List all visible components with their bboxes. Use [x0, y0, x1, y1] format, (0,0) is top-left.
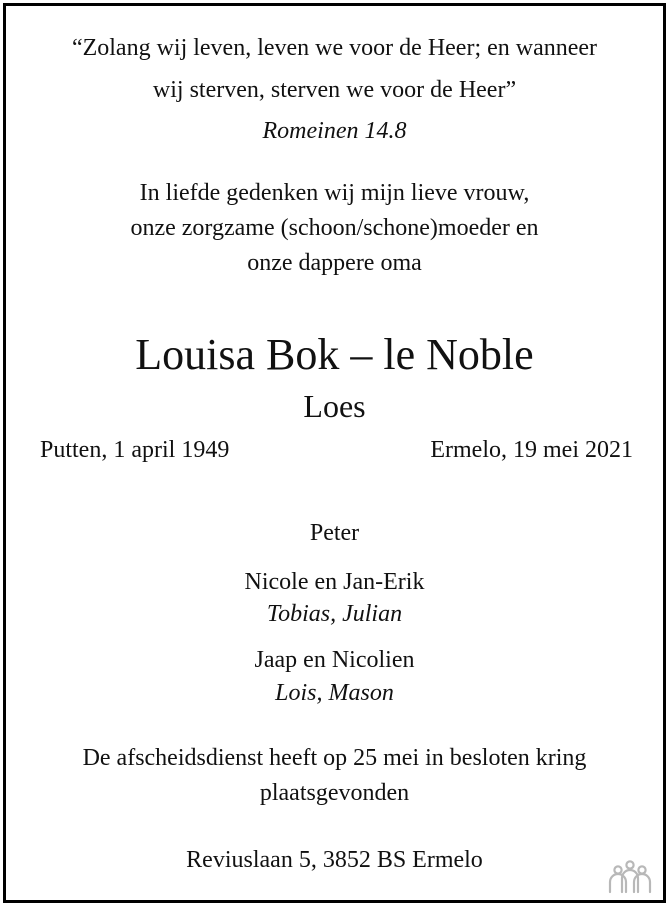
- verse-line-1: “Zolang wij leven, leven we voor de Heer; en wanneer: [71, 35, 598, 61]
- verse-reference: Romeinen 14.8: [262, 118, 407, 144]
- family-grandchildren-2: Lois, Mason: [275, 680, 394, 706]
- deceased-name: Louisa Bok – le Noble: [135, 330, 534, 379]
- birth-date: Putten, 1 april 1949: [40, 437, 230, 463]
- deceased-nickname: Loes: [303, 388, 366, 424]
- verse-line-2: wij sterven, sterven we voor de Heer”: [152, 77, 517, 103]
- address: Reviuslaan 5, 3852 BS Ermelo: [186, 847, 483, 873]
- notice-line-1: De afscheidsdienst heeft op 25 mei in besloten kring: [82, 745, 587, 771]
- notice-line-2: plaatsgevonden: [259, 780, 410, 806]
- family-child-2: Jaap en Nicolien: [254, 647, 415, 673]
- intro-line-3: onze dappere oma: [247, 250, 422, 276]
- intro-line-1: In liefde gedenken wij mijn lieve vrouw,: [139, 180, 530, 206]
- family-child-1: Nicole en Jan-Erik: [244, 569, 425, 595]
- death-date: Ermelo, 19 mei 2021: [430, 437, 633, 463]
- family-grandchildren-1: Tobias, Julian: [266, 601, 403, 627]
- intro-line-2: onze zorgzame (schoon/schone)moeder en: [130, 215, 539, 241]
- family-husband: Peter: [309, 520, 360, 546]
- people-group-icon: [605, 860, 655, 894]
- obituary-card: [3, 3, 666, 903]
